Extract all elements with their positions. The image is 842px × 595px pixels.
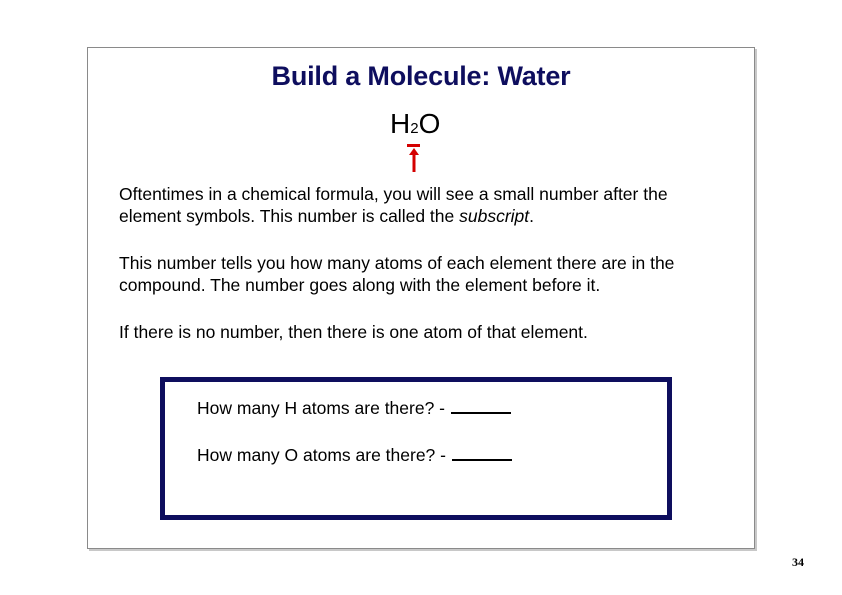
question-o-text: How many O atoms are there? - (197, 445, 446, 465)
question-box (160, 377, 672, 520)
paragraph2-line2: compound. The number goes along with the element before it. (119, 275, 601, 295)
subscript-term: subscript (459, 206, 530, 226)
question-o-atoms (197, 445, 512, 466)
question-h-atoms (197, 398, 511, 419)
slide-title: Build a Molecule: Water (271, 61, 571, 91)
slide (87, 47, 755, 549)
question-h-text: How many H atoms are there? - (197, 398, 446, 418)
paragraph-atom-count (119, 252, 674, 296)
paragraph1-line2-start: element symbols. This number is called the (119, 206, 460, 226)
paragraph1-line2-end: . (529, 206, 535, 226)
arrow-up-icon (408, 148, 420, 172)
answer-blank-h[interactable] (451, 398, 511, 414)
formula-subscript: 2 (410, 120, 419, 137)
paragraph2-line1: This number tells you how many atoms of each element there are in the (119, 253, 675, 273)
formula-element-h: H (390, 108, 411, 139)
paragraph-no-number: If there is no number, then there is one atom of that element. (119, 322, 588, 342)
chemical-formula (390, 108, 440, 140)
answer-blank-o[interactable] (452, 445, 512, 461)
subscript-underline (407, 144, 420, 147)
paragraph-subscript-intro (119, 183, 668, 227)
formula-element-o: O (418, 108, 441, 139)
page-number: 34 (792, 555, 804, 569)
paragraph1-line1: Oftentimes in a chemical formula, you will see a small number after the (119, 184, 668, 204)
